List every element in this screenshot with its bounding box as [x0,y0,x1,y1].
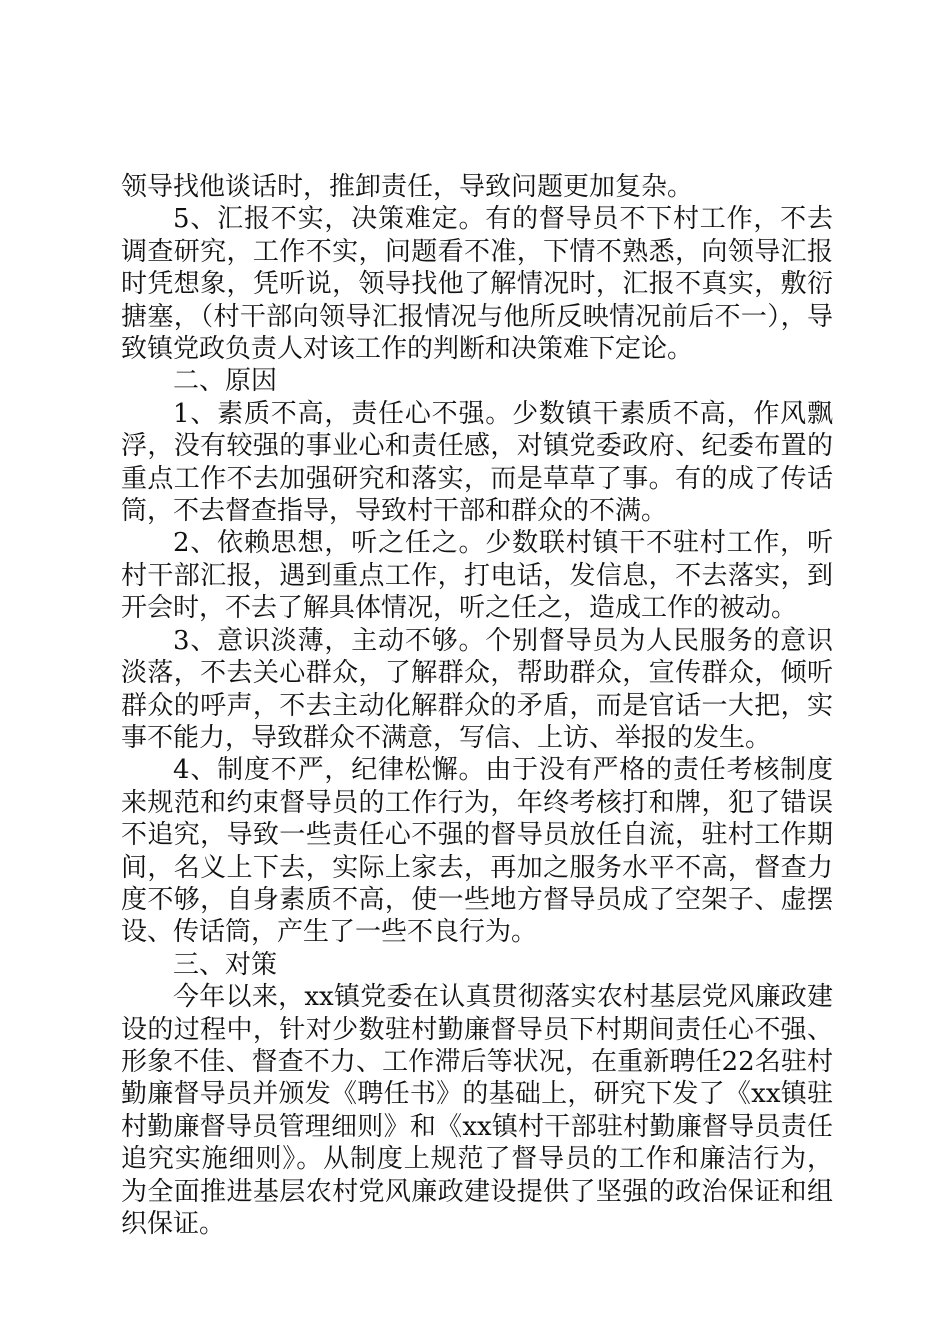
paragraph-countermeasures: 今年以来，xx镇党委在认真贯彻落实农村基层党风廉政建设的过程中，针对少数驻村勤廉督导员下村期间责任心不强、形象不佳、督查不力、工作滞后等状况，在重新聘任22名驻村勤廉督导员并颁发《聘任书》的基础上，研究下发了《xx镇驻村勤廉督导员管理细则》和《xx镇村干部驻村勤廉督导员责任追究实施细则》。从制度上规范了督导员的工作和廉洁行为，为全面推进基层农村党风廉政建设提供了坚强的政治保证和组织保证。 [121,982,833,1239]
paragraph-item-5-report: 5、汇报不实，决策难定。有的督导员不下村工作，不去调查研究，工作不实，问题看不准，下情不熟悉，向领导汇报时凭想象，凭听说，领导找他了解情况时，汇报不真实，敷衍搪塞，（村干部向领导汇报情况与他所反映情况前后不一），导致镇党政负责人对该工作的判断和决策难下定论。 [121,204,833,365]
document-body [121,171,833,1240]
paragraph-cause-2: 2、依赖思想，听之任之。少数联村镇干不驻村工作，听村干部汇报，遇到重点工作，打电话，发信息，不去落实，到开会时，不去了解具体情况，听之任之，造成工作的被动。 [121,528,833,624]
section-heading-countermeasures: 三、对策 [173,949,278,980]
section-heading-causes: 二、原因 [173,366,278,397]
paragraph-cause-3: 3、意识淡薄，主动不够。个别督导员为人民服务的意识淡落，不去关心群众，了解群众，帮助群众，宣传群众，倾听群众的呼声，不去主动化解群众的矛盾，而是官话一大把，实事不能力，导致群众不满意，写信、上访、举报的发生。 [121,625,833,753]
paragraph-cause-1: 1、素质不高，责任心不强。少数镇干素质不高，作风飘浮，没有较强的事业心和责任感，对镇党委政府、纪委布置的重点工作不去加强研究和落实，而是草草了事。有的成了传话筒，不去督查指导，导致村干部和群众的不满。 [121,398,833,527]
paragraph-cause-4: 4、制度不严，纪律松懈。由于没有严格的责任考核制度来规范和约束督导员的工作行为，年终考核打和牌，犯了错误不追究，导致一些责任心不强的督导员放任自流，驻村工作期间，名义上下去，实际上家去，再加之服务水平不高，督查力度不够，自身素质不高，使一些地方督导员成了空架子、虚摆设、传话筒，产生了一些不良行为。 [121,755,833,948]
paragraph-continuation: 领导找他谈话时，推卸责任，导致问题更加复杂。 [121,172,694,202]
